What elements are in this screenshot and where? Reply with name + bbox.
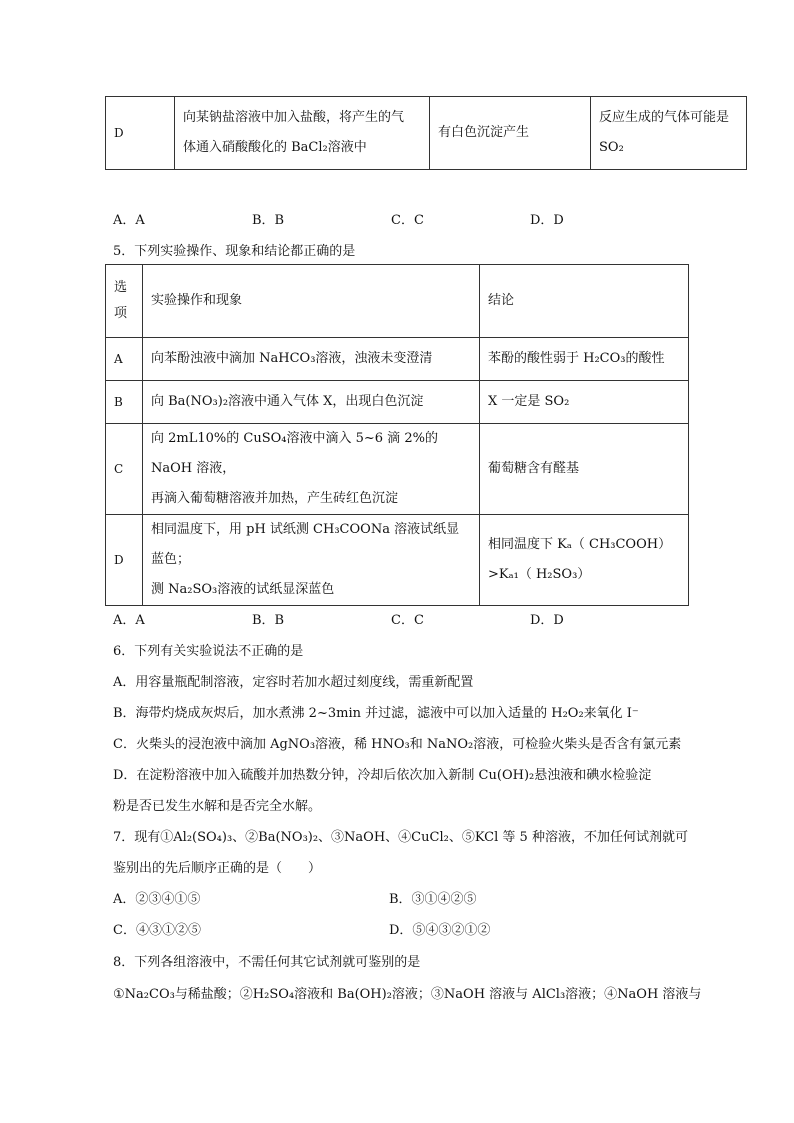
conclusion-cell <box>480 515 689 606</box>
q6-option-d-line2: 粉是否已发生水解和是否完全水解。 <box>113 799 322 814</box>
header-operation <box>143 265 480 338</box>
row-letter: D <box>114 125 124 140</box>
q6-stem: 6．下列有关实验说法不正确的是 <box>113 644 304 659</box>
conclusion-line: >Kₐ₁（ H₂SO₃） <box>488 567 591 582</box>
conclusion-cell <box>480 338 689 381</box>
row-letter: B <box>114 394 123 409</box>
table-q5 <box>105 264 689 606</box>
conclusion-cell <box>480 424 689 515</box>
option-b: B．B <box>252 613 285 628</box>
q7-option-a: A．②③④①⑤ <box>113 892 201 907</box>
option-d: D．D <box>530 213 564 228</box>
option-a: A．A <box>113 613 145 628</box>
q7-option-d: D．⑤④③②①② <box>389 923 491 938</box>
option-letter <box>106 97 175 170</box>
header-text: 结论 <box>488 293 515 308</box>
operation-line: 向 Ba(NO₃)₂溶液中通入气体 X，出现白色沉淀 <box>151 394 424 409</box>
operation-cell <box>143 515 480 606</box>
q6-option-c: C．火柴头的浸泡液中滴加 AgNO₃溶液，稀 HNO₃和 NaNO₂溶液，可检验火柴头是否含有氯元素 <box>113 737 682 752</box>
row-letter: A <box>114 351 123 366</box>
conclusion-line: X 一定是 SO₂ <box>488 394 570 409</box>
conclusion-cell <box>591 97 747 170</box>
conclusion-line: SO₂ <box>599 140 624 155</box>
operation-cell <box>175 97 430 170</box>
table-row <box>106 515 689 606</box>
option-c: C．C <box>391 613 424 628</box>
row-letter-cell <box>106 515 143 606</box>
conclusion-line: 葡萄糖含有醛基 <box>488 461 580 476</box>
header-option <box>106 265 143 338</box>
table-header-row <box>106 265 689 338</box>
row-letter: D <box>114 552 124 567</box>
operation-line: 向 2mL10%的 CuSO₄溶液中滴入 5~6 滴 2%的 NaOH 溶液， <box>151 431 438 476</box>
option-a: A．A <box>113 213 145 228</box>
q8-stem: 8．下列各组溶液中，不需任何其它试剂就可鉴别的是 <box>113 955 421 970</box>
operation-line: 相同温度下，用 pH 试纸测 CH₃COONa 溶液试纸显蓝色； <box>151 522 460 567</box>
q5-options <box>113 609 673 628</box>
operation-cell <box>143 338 480 381</box>
operation-line: 向某钠盐溶液中加入盐酸，将产生的气 <box>183 110 405 125</box>
header-text: 实验操作和现象 <box>151 293 243 308</box>
row-letter-cell <box>106 381 143 424</box>
q4-options <box>113 209 673 228</box>
q8-items-line: ①Na₂CO₃与稀盐酸；②H₂SO₄溶液和 Ba(OH)₂溶液；③NaOH 溶液与 AlCl₃溶液；④NaOH 溶液与 <box>113 987 702 1002</box>
row-letter-cell <box>106 424 143 515</box>
phenomenon-cell <box>430 97 591 170</box>
conclusion-line: 苯酚的酸性弱于 H₂CO₃的酸性 <box>488 351 665 366</box>
option-d: D．D <box>530 613 564 628</box>
option-c: C．C <box>391 213 424 228</box>
operation-line: 向苯酚浊液中滴加 NaHCO₃溶液，浊液未变澄清 <box>151 351 433 366</box>
header-text: 选 <box>114 280 128 295</box>
operation-line: 再滴入葡萄糖溶液并加热，产生砖红色沉淀 <box>151 491 399 506</box>
header-conclusion <box>480 265 689 338</box>
q7-option-b: B．③①④②⑤ <box>389 892 477 907</box>
phenomenon-text: 有白色沉淀产生 <box>438 125 530 140</box>
row-letter: C <box>114 461 124 476</box>
operation-cell <box>143 424 480 515</box>
conclusion-line: 相同温度下 Kₐ（ CH₃COOH） <box>488 537 672 552</box>
q7-stem-line2: 鉴别出的先后顺序正确的是（ ） <box>113 861 322 876</box>
table-row <box>106 97 747 170</box>
table-row <box>106 381 689 424</box>
conclusion-line: 反应生成的气体可能是 <box>599 110 730 125</box>
table-row <box>106 424 689 515</box>
q6-option-d-line1: D．在淀粉溶液中加入硫酸并加热数分钟，冷却后依次加入新制 Cu(OH)₂悬浊液和碘水检验淀 <box>113 768 652 783</box>
q6-option-b: B．海带灼烧成灰烬后，加水煮沸 2~3min 并过滤，滤液中可以加入适量的 H₂O₂来氧化 I⁻ <box>113 706 639 721</box>
table-row <box>106 338 689 381</box>
q5-stem: 5．下列实验操作、现象和结论都正确的是 <box>113 244 356 259</box>
header-text: 项 <box>114 306 128 321</box>
operation-line: 测 Na₂SO₃溶液的试纸显深蓝色 <box>151 582 335 597</box>
operation-line: 体通入硝酸酸化的 BaCl₂溶液中 <box>183 140 367 155</box>
row-letter-cell <box>106 338 143 381</box>
table-q4-continued <box>105 96 747 170</box>
q7-option-c: C．④③①②⑤ <box>113 923 201 938</box>
q7-stem-line1: 7．现有①Al₂(SO₄)₃、②Ba(NO₃)₂、③NaOH、④CuCl₂、⑤KCl 等 5 种溶液，不加任何试剂就可 <box>113 830 688 845</box>
option-b: B．B <box>252 213 285 228</box>
operation-cell <box>143 381 480 424</box>
q6-option-a: A．用容量瓶配制溶液，定容时若加水超过刻度线，需重新配置 <box>113 675 474 690</box>
conclusion-cell <box>480 381 689 424</box>
